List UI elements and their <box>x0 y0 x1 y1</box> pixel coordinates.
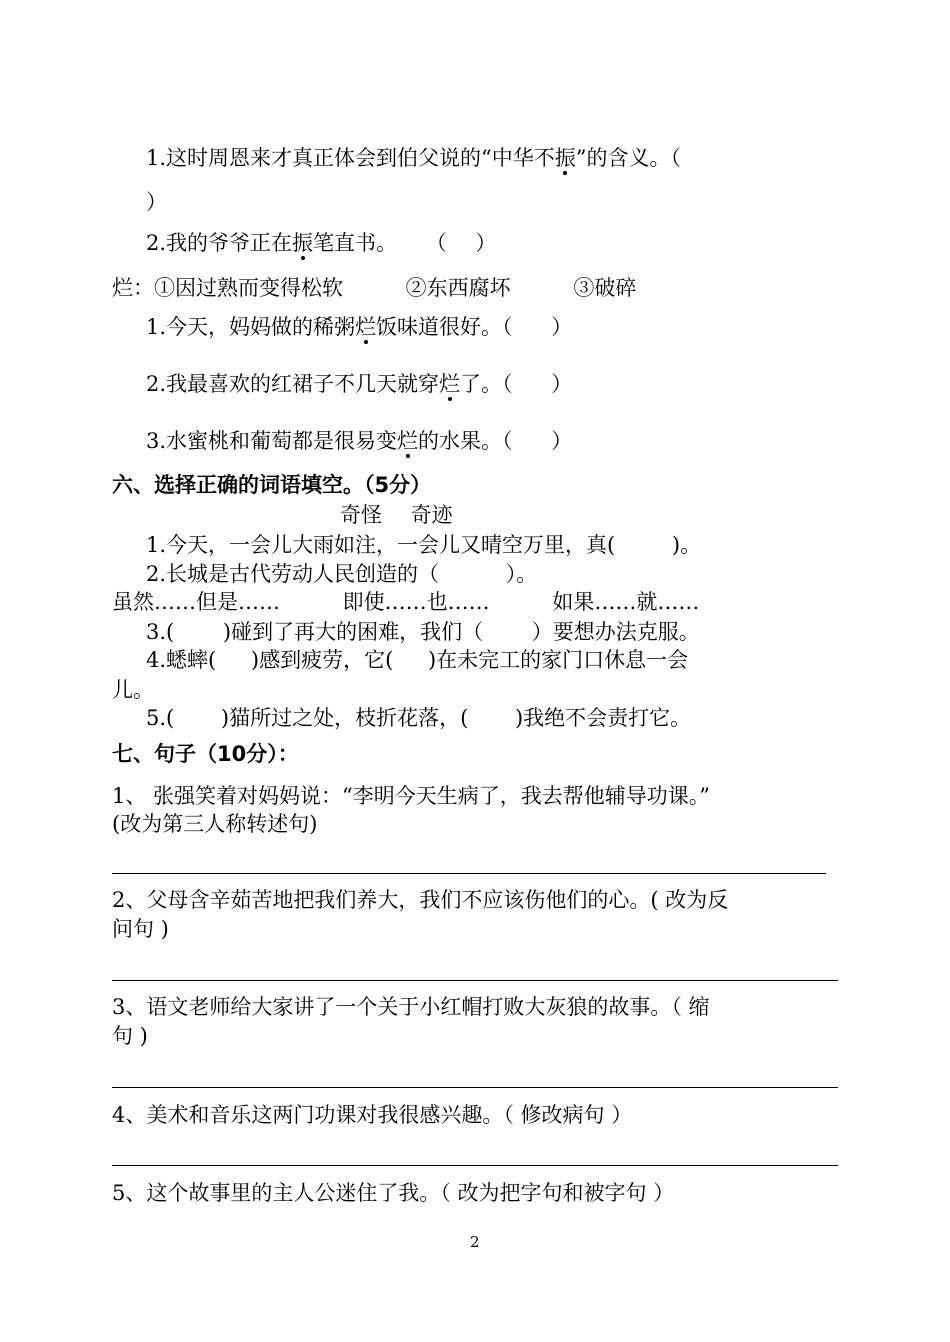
zhen-item-1-post: ”的含义。（ <box>575 146 682 170</box>
zhen-item-2-dotted-char: 振 <box>292 231 314 255</box>
lan-item-1-pre: 1.今天，妈妈做的稀粥 <box>146 315 356 339</box>
q3-line1: 3、语文老师给大家讲了一个关于小红帽打败大灰狼的故事。（ 缩 <box>112 995 710 1019</box>
q3-line2: 句 ) <box>112 1024 148 1048</box>
lan-header: 烂：①因过熟而变得松软 ②东西腐坏 ③破碎 <box>112 276 637 300</box>
lan-item-1 <box>146 315 572 340</box>
q2-line2: 问句 ) <box>112 917 169 941</box>
zhen-item-1-pre: 1.这时周恩来才真正体会到伯父说的“中华不 <box>146 146 555 170</box>
section6-item-4: 4.蟋蟀( )感到疲劳，它( )在未完工的家门口休息一会 <box>146 648 689 672</box>
zhen-item-2-post: 笔直书。 （ ） <box>313 231 497 255</box>
q1-answer-line[interactable] <box>112 873 826 874</box>
lan-item-3-post: 的水果。（ ） <box>418 429 573 453</box>
zhen-item-1-close: ） <box>146 190 167 214</box>
section6-item-4-continued: 儿。 <box>112 678 154 702</box>
lan-item-3-pre: 3.水蜜桃和葡萄都是很易变 <box>146 429 398 453</box>
lan-item-2 <box>146 372 572 397</box>
section6-item-2: 2.长城是古代劳动人民创造的（ ）。 <box>146 562 538 586</box>
q1-line1: 1、 张强笑着对妈妈说：“李明今天生病了，我去帮他辅导功课。” <box>112 784 711 808</box>
lan-item-3 <box>146 429 572 454</box>
lan-item-2-post: 了。（ ） <box>460 372 573 396</box>
section7-title: 七、句子（10分）： <box>112 742 299 766</box>
lan-item-2-dotted-char: 烂 <box>439 372 461 396</box>
q2-answer-line[interactable] <box>112 980 838 981</box>
lan-item-2-pre: 2.我最喜欢的红裙子不几天就穿 <box>146 372 440 396</box>
q4-text: 4、美术和音乐这两门功课对我很感兴趣。（ 修改病句 ） <box>112 1103 633 1127</box>
lan-item-3-dotted-char: 烂 <box>397 429 419 453</box>
q3-answer-line[interactable] <box>112 1087 838 1088</box>
section6-word-choices-1: 奇怪 奇迹 <box>340 503 453 527</box>
section6-item-1: 1.今天，一会儿大雨如注，一会儿又晴空万里，真( )。 <box>146 533 702 557</box>
zhen-item-2 <box>146 231 496 256</box>
lan-item-1-post: 饭味道很好。（ ） <box>376 315 573 339</box>
section6-title: 六、选择正确的词语填空。（5分） <box>112 473 432 497</box>
zhen-item-1 <box>146 146 681 171</box>
section6-item-5: 5.( )猫所过之处，枝折花落，( )我绝不会责打它。 <box>146 706 692 730</box>
lan-item-1-dotted-char: 烂 <box>355 315 377 339</box>
q4-answer-line[interactable] <box>112 1165 838 1166</box>
section6-item-3: 3.( )碰到了再大的困难，我们（ ）要想办法克服。 <box>146 620 700 644</box>
q1-line2: (改为第三人称转述句) <box>112 812 318 836</box>
section6-word-choices-2: 虽然……但是…… 即使……也…… 如果……就…… <box>112 590 700 614</box>
zhen-item-2-pre: 2.我的爷爷正在 <box>146 231 293 255</box>
q2-line1: 2、父母含辛茹苦地把我们养大，我们不应该伤他们的心。( 改为反 <box>112 888 729 912</box>
page-number: 2 <box>470 1233 480 1251</box>
q5-text: 5、这个故事里的主人公迷住了我。（ 改为把字句和被字句 ） <box>112 1181 675 1205</box>
zhen-item-1-dotted-char: 振 <box>554 146 576 170</box>
